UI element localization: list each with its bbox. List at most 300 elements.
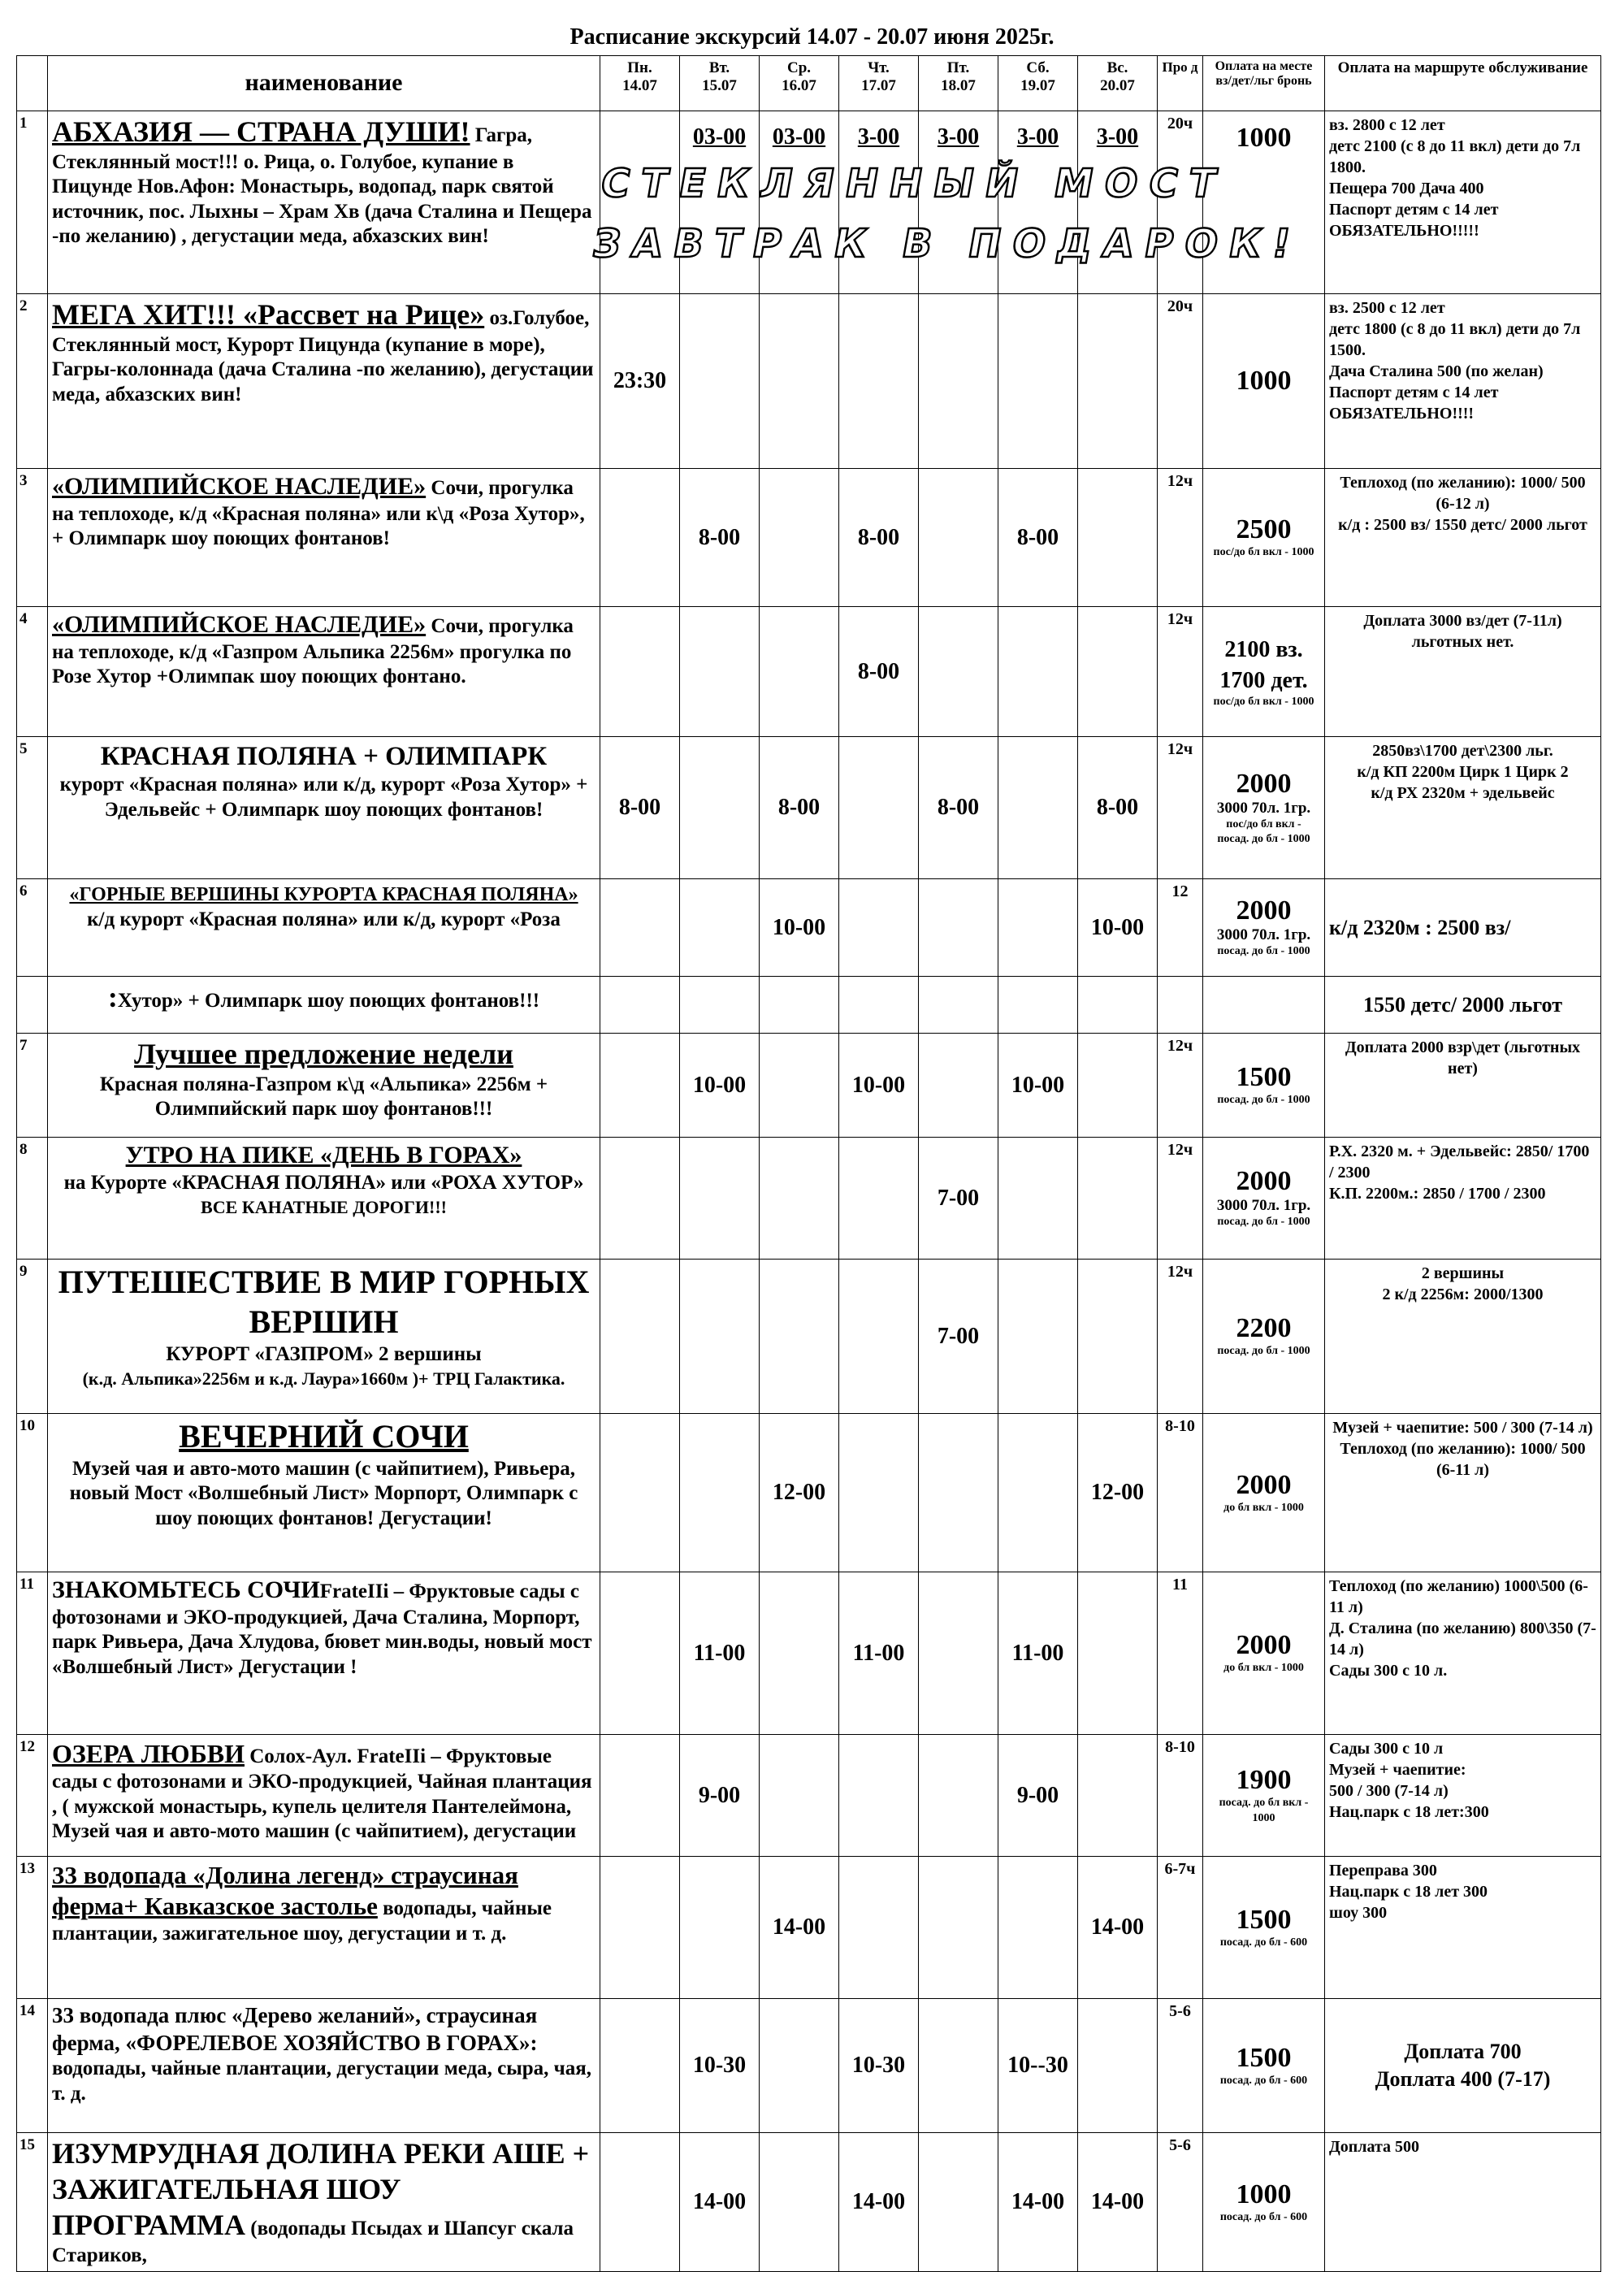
header-name: наименование [48,56,600,111]
header-duration: Про д [1158,56,1203,111]
text: посад. до бл - 600 [1219,2211,1308,2224]
text: 8-00 [937,795,980,820]
text: посад. до бл - 1000 [1217,945,1310,958]
day-time [600,607,680,737]
day-time [998,1735,1078,1857]
text: Чт. [868,59,890,76]
text: 8-00 [857,524,900,550]
text: 9-00 [1016,1782,1059,1808]
text: 14-00 [1090,2189,1145,2215]
text: 2100 вз. 1700 дет. [1219,637,1308,694]
tour-headline: ПУТЕШЕСТВИЕ В МИР ГОРНЫХ ВЕРШИН [58,1264,590,1340]
service-line: Доплата 3000 вз/дет (7-11л) льготных нет. [1363,612,1562,651]
text: 8-00 [618,795,661,820]
tour-service [1325,977,1601,1034]
text: 2000 [1236,768,1292,799]
text: 20.07 [1100,76,1135,94]
day-time [680,1999,760,2133]
day-time [919,1260,998,1414]
overlay-glass-bridge: СТЕКЛЯННЫЙ МОСТ [597,161,1232,206]
tour-description: Музей чая и авто-мото машин (с чайпитием), Ривьера, новый Мост «Волшебный Лист» Морпорт, Олимпарк с шоу поющих фонтанов! Дегустации! [69,1457,578,1529]
tour-headline: 33 водопада «Долина легенд» страусиная ферма+ Кавказское застолье [52,1861,518,1920]
text: посад. до бл вкл - 1000 [1219,1797,1309,1824]
tour-number [17,737,48,879]
day-time [919,294,998,469]
tour-description: оз.Голубое, Стеклянный мост, Курорт Пицунда (купание в море), Гагры-колоннада (дача Сталина -по желанию), дегустации меда, абхазских вин! [52,307,594,405]
text: 2500 [1236,514,1292,545]
tour-duration [1158,1735,1203,1857]
text: 6 [19,882,28,900]
text: 18.07 [941,76,976,94]
text: 17.07 [861,76,896,94]
tour-duration [1158,607,1203,737]
tour-number [17,1735,48,1857]
service-line: Нац.парк с 18 лет:300 [1329,1803,1489,1821]
tour-price [1203,1414,1325,1572]
day-time [998,879,1078,977]
tour-price [1203,977,1325,1034]
day-time [839,2133,919,2272]
text: 5-6 [1169,2136,1191,2154]
table-row [17,1414,1601,1572]
text: 03-00 [692,124,747,150]
day-time [1078,1414,1158,1572]
service-line: детс 1800 (с 8 до 11 вкл) дети до 7л 1500. [1329,320,1581,359]
tour-duration [1158,469,1203,607]
tour-service [1325,1735,1601,1857]
day-time [1078,1857,1158,1999]
day-time [839,977,919,1034]
day-time [760,1999,839,2133]
text: 12 [19,1738,35,1755]
text: 11 [19,1576,34,1593]
day-time [680,737,760,879]
text: 20ч [1167,115,1193,132]
service-line: 2 вершины [1421,1264,1505,1282]
service-line: 2 к/д 2256м: 2000/1300 [1382,1286,1544,1303]
day-time [839,1999,919,2133]
text: 4 [19,610,28,627]
day-time [1078,1735,1158,1857]
day-time [680,2133,760,2272]
service-line: Переправа 300 [1329,1862,1437,1880]
day-time [1078,607,1158,737]
day-time [600,1572,680,1735]
tour-name [48,879,600,977]
day-time [600,294,680,469]
service-line: Пещера 700 Дача 400 [1329,180,1484,197]
service-line: Сады 300 с 10 л. [1329,1662,1448,1680]
text: 14.07 [622,76,657,94]
day-time [919,469,998,607]
tour-headline: 33 водопада плюс «Дерево желаний», страусиная ферма, «ФОРЕЛЕВОЕ ХОЗЯЙСТВО В ГОРАХ»: [52,2003,538,2055]
text: 23:30 [613,368,667,393]
day-time [919,737,998,879]
day-time [839,1572,919,1735]
header-day [998,56,1078,111]
service-line: Теплоход (по желанию): 1000/ 500 (6-12 л) [1340,474,1586,513]
day-time [919,1735,998,1857]
tour-number [17,879,48,977]
tour-service [1325,879,1601,977]
tour-service [1325,1857,1601,1999]
tour-name [48,1572,600,1735]
service-line: К.П. 2200м.: 2850 / 1700 / 2300 [1329,1185,1546,1203]
text: 10--30 [1007,2053,1068,2078]
header-day [839,56,919,111]
table-row [17,1260,1601,1414]
day-time [600,879,680,977]
text: 10-00 [692,1072,747,1098]
day-time [600,977,680,1034]
service-line: 2850вз\1700 дет\2300 льг. [1372,742,1553,760]
day-time [998,1572,1078,1735]
day-time [680,977,760,1034]
table-row [17,1999,1601,2133]
text: посад. до бл - 1000 [1217,833,1310,845]
text: 8-10 [1165,1738,1195,1756]
text: 1500 [1236,1904,1292,1935]
text: 19.07 [1020,76,1055,94]
text: 2000 [1236,895,1292,926]
tour-name [48,1857,600,1999]
tour-description: (водопады Псыдах и Шапсуг скала Стариков, [52,2217,574,2266]
header-day [680,56,760,111]
text: 12ч [1167,740,1193,758]
text: 1000 [1236,366,1292,396]
day-time [760,1735,839,1857]
table-row [17,1735,1601,1857]
day-time [919,1857,998,1999]
day-time [760,1857,839,1999]
day-time [839,469,919,607]
day-time [919,1138,998,1260]
text: 12ч [1167,1263,1193,1281]
service-line: Нац.парк с 18 лет 300 [1329,1883,1488,1901]
tour-headline: УТРО НА ПИКЕ «ДЕНЬ В ГОРАХ» [125,1142,522,1169]
text: 6-7ч [1164,1860,1196,1878]
day-time [600,1735,680,1857]
header-day [760,56,839,111]
day-time [600,2133,680,2272]
tour-number [17,2133,48,2272]
day-time [839,1034,919,1138]
table-row [17,469,1601,607]
text: 12ч [1167,610,1193,628]
service-line: Доплата 500 [1329,2138,1420,2156]
tour-description: КУРОРТ «ГАЗПРОМ» 2 вершины [166,1342,482,1365]
day-time [760,2133,839,2272]
text: пос/до бл вкл - 1000 [1213,696,1314,709]
tour-name [48,1138,600,1260]
service-line: Паспорт детям с 14 лет ОБЯЗАТЕЛЬНО!!!!! [1329,201,1499,240]
day-time [600,1414,680,1572]
text: 12ч [1167,472,1193,490]
text: 10-00 [1090,914,1145,940]
text: 20ч [1167,297,1193,315]
tour-name [48,1999,600,2133]
text: 8-00 [857,658,900,684]
day-time [839,294,919,469]
page-title: Расписание экскурсий 14.07 - 20.07 июня 2025г. [569,24,1055,50]
day-time [919,1999,998,2133]
day-time [760,294,839,469]
day-time [1078,737,1158,879]
tour-description: к/д курорт «Красная поляна» или к/д, курорт «Роза [87,908,561,930]
table-row [17,1034,1601,1138]
tour-number [17,111,48,294]
tour-headline: КРАСНАЯ ПОЛЯНА + ОЛИМПАРК [100,742,548,771]
text: 3-00 [937,124,980,150]
tour-service [1325,1260,1601,1414]
day-time [998,2133,1078,2272]
service-line: шоу 300 [1329,1904,1388,1922]
tour-headline: ВЕЧЕРНИЙ СОЧИ [179,1418,469,1455]
service-line: Музей + чаепитие: 500 / 300 (7-14 л) [1332,1419,1593,1437]
tour-service [1325,737,1601,879]
day-time [998,737,1078,879]
text: 2000 [1236,1630,1292,1661]
day-time [919,1034,998,1138]
service-line: вз. 2800 с 12 лет [1329,116,1445,134]
tour-service [1325,607,1601,737]
tour-name [48,1260,600,1414]
day-time [680,879,760,977]
day-time [919,879,998,977]
day-time [919,977,998,1034]
text: Пн. [627,59,652,76]
header-pay-route: Оплата на маршруте обслуживание [1325,56,1601,111]
text: Вс. [1106,59,1128,76]
day-time [998,1260,1078,1414]
text: 11-00 [693,1640,746,1666]
text: 2000 [1236,1166,1292,1197]
tour-price [1203,1034,1325,1138]
day-time [839,1414,919,1572]
text: 2 [19,297,28,314]
tour-price [1203,607,1325,737]
day-time [839,1735,919,1857]
text: 3-00 [1016,124,1059,150]
service-line: Доплата 700 [1404,2040,1522,2064]
text: до бл вкл - 1000 [1223,1501,1304,1514]
service-line: Д. Сталина (по желанию) 800\350 (7-14 л) [1329,1619,1596,1658]
text: 9-00 [698,1782,741,1808]
text: 15 [19,2136,35,2153]
day-time [680,1260,760,1414]
text: 7-00 [937,1323,980,1349]
day-time [998,294,1078,469]
tour-price [1203,469,1325,607]
tour-name [48,2133,600,2272]
service-line: Паспорт детям с 14 лет ОБЯЗАТЕЛЬНО!!!! [1329,384,1499,423]
day-time [680,1735,760,1857]
day-time [839,1138,919,1260]
tour-price [1203,2133,1325,2272]
day-time [839,1857,919,1999]
text: 10-00 [772,914,826,940]
tour-duration [1158,1572,1203,1735]
service-line: Сады 300 с 10 л [1329,1740,1444,1758]
day-time [998,1138,1078,1260]
text: 5 [19,740,28,757]
day-time [998,1999,1078,2133]
service-line: Теплоход (по желанию) 1000\500 (6-11 л) [1329,1577,1588,1616]
tour-duration [1158,879,1203,977]
day-time [760,1138,839,1260]
text: 13 [19,1860,35,1877]
text: 3000 70л. 1гр. [1216,926,1311,944]
day-time [760,1260,839,1414]
tour-name [48,1735,600,1857]
tour-number [17,1414,48,1572]
text: 10-00 [1011,1072,1065,1098]
tour-duration [1158,1260,1203,1414]
table-row [17,879,1601,977]
day-time [839,879,919,977]
tour-description: Гагра, Стеклянный мост!!! о. Рица, о. Голубое, купание в Пицунде Нов.Афон: Монастырь, водопад, парк святой источник, пос. Лыхны – Храм Хв (дача Сталина и Пещера -по желанию) , дегустации меда, абхазских вин! [52,124,592,248]
day-time [998,469,1078,607]
day-time [1078,977,1158,1034]
day-time [1078,1260,1158,1414]
text: Пт. [946,59,970,76]
text: 8-00 [698,524,741,550]
text: 1900 [1236,1765,1292,1796]
day-time [919,607,998,737]
tour-description: водопады, чайные плантации, дегустации меда, сыра, чая, т. д. [52,2057,592,2105]
service-line: 1550 детс/ 2000 льгот [1363,992,1562,1017]
tour-number [17,294,48,469]
day-time [680,1138,760,1260]
tour-service [1325,1572,1601,1735]
text: 12-00 [772,1480,826,1505]
tour-price [1203,1572,1325,1735]
tour-price [1203,879,1325,977]
tour-duration [1158,737,1203,879]
header-day [1078,56,1158,111]
tour-price [1203,1735,1325,1857]
tour-number [17,1572,48,1735]
day-time [680,1857,760,1999]
tour-service [1325,1138,1601,1260]
text: 14-00 [1090,1914,1145,1940]
text: 8-00 [1096,795,1139,820]
day-time [998,977,1078,1034]
tour-name [48,111,600,294]
text: 7-00 [937,1185,980,1211]
header-num [17,56,48,111]
text: 2000 [1236,1469,1292,1500]
table-row [17,607,1601,737]
day-time [680,469,760,607]
text: посад. до бл - 1000 [1217,1216,1310,1229]
service-line: Доплата 2000 взр\дет (льготных нет) [1345,1038,1581,1077]
tour-headline: Лучшее предложение недели [134,1038,513,1070]
day-time [600,1034,680,1138]
tour-duration [1158,977,1203,1034]
service-line: к/д : 2500 вз/ 1550 детс/ 2000 льгот [1338,516,1587,534]
tour-extra: (к.д. Альпика»2256м и к.д. Лаура»1660м )+ ТРЦ Галактика. [82,1368,565,1390]
tour-duration [1158,1138,1203,1260]
tour-number [17,469,48,607]
text: 2200 [1236,1313,1292,1344]
day-time [1078,2133,1158,2272]
tour-service [1325,1999,1601,2133]
text: 7 [19,1037,28,1054]
text: 1000 [1236,2179,1292,2210]
day-time [600,737,680,879]
day-time [680,607,760,737]
tour-price [1203,1260,1325,1414]
tour-price [1203,294,1325,469]
text: 1500 [1236,1062,1292,1093]
text: 3-00 [1096,124,1139,150]
service-line: Р.Х. 2320 м. + Эдельвейс: 2850/ 1700 / 2300 [1329,1143,1590,1182]
tour-description: Сочи, прогулка на теплоходе, к/д «Газпром Альпика 2256м» прогулка по Розе Хутор +Олимпак шоу поющих фонтано. [52,615,574,688]
tour-service [1325,2133,1601,2272]
day-time [1078,1138,1158,1260]
tour-service [1325,111,1601,294]
tour-duration [1158,294,1203,469]
schedule-table [16,55,1601,2272]
service-line: вз. 2500 с 12 лет [1329,299,1445,317]
tour-number [17,607,48,737]
tour-name [48,1034,600,1138]
tour-price [1203,737,1325,879]
tour-name [48,607,600,737]
day-time [760,1034,839,1138]
service-line: Доплата 400 (7-17) [1375,2067,1551,2091]
text: 5-6 [1169,2002,1191,2020]
day-time [919,2133,998,2272]
tour-price [1203,1999,1325,2133]
header-pay-place: Оплата на месте вз/дет/льг бронь [1203,56,1325,111]
text: Вт. [708,59,730,76]
text: 14-00 [1011,2189,1065,2215]
text: 03-00 [772,124,826,150]
tour-service [1325,1034,1601,1138]
day-time [680,1034,760,1138]
header-day [919,56,998,111]
text: 12-00 [1090,1480,1145,1505]
table-row [17,737,1601,879]
service-line: Дача Сталина 500 (по желан) [1329,362,1544,380]
tour-duration [1158,2133,1203,2272]
tour-headline: «ОЛИМПИЙСКОЕ НАСЛЕДИЕ» [52,611,427,638]
day-time [1078,1034,1158,1138]
text: до бл вкл - 1000 [1223,1662,1304,1675]
service-line: Теплоход (по желанию): 1000/ 500 (6-11 л) [1340,1440,1586,1479]
text: 9 [19,1263,28,1280]
text: посад. до бл - 600 [1219,2074,1308,2087]
tour-duration [1158,1034,1203,1138]
service-line: к/д РХ 2320м + эдельвейс [1371,784,1555,802]
tour-service [1325,1414,1601,1572]
tour-description: Красная поляна-Газпром к\д «Альпика» 2256м + Олимпийский парк шоу фонтанов!!! [99,1073,548,1121]
service-line: 500 / 300 (7-14 л) [1329,1782,1449,1800]
text: пос/до бл вкл - [1226,817,1301,830]
tour-headline: МЕГА ХИТ!!! «Рассвет на Рице» [52,298,485,331]
day-time [600,469,680,607]
text: 10-30 [851,2053,906,2078]
day-time [839,1260,919,1414]
tour-price [1203,1857,1325,1999]
text: 1500 [1236,2042,1292,2073]
tour-headline: «ОЛИМПИЙСКОЕ НАСЛЕДИЕ» [52,473,427,500]
text: 1 [19,115,28,132]
tour-number [17,1034,48,1138]
day-time [680,1414,760,1572]
